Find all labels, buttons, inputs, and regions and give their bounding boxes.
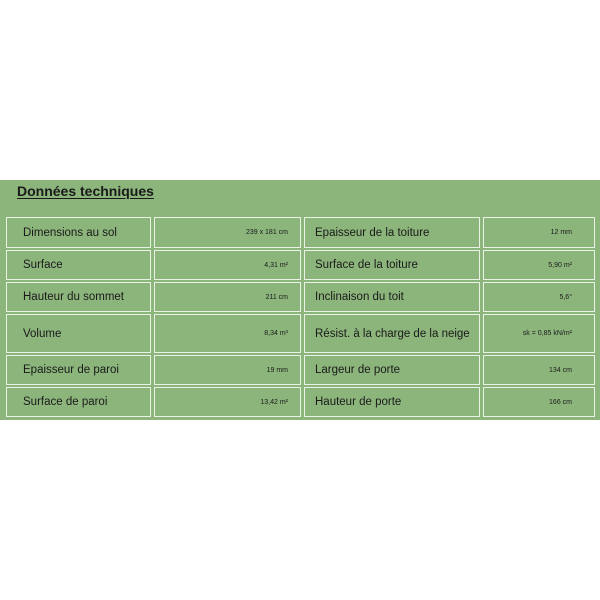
value-hauteur-porte: 166 cm [483, 387, 595, 417]
value-dimensions-au-sol: 239 x 181 cm [154, 217, 301, 248]
label-largeur-porte: Largeur de porte [304, 355, 480, 385]
value-resist-charge-neige: sk = 0,85 kN/m² [483, 314, 595, 353]
label-surface-paroi: Surface de paroi [6, 387, 151, 417]
value-largeur-porte: 134 cm [483, 355, 595, 385]
label-epaisseur-paroi: Epaisseur de paroi [6, 355, 151, 385]
value-volume: 8,34 m³ [154, 314, 301, 353]
label-dimensions-au-sol: Dimensions au sol [6, 217, 151, 248]
value-surface-paroi: 13,42 m² [154, 387, 301, 417]
value-epaisseur-toiture: 12 mm [483, 217, 595, 248]
label-surface-toiture: Surface de la toiture [304, 250, 480, 280]
section-title: Données techniques [17, 183, 154, 199]
label-inclinaison-toit: Inclinaison du toit [304, 282, 480, 312]
label-epaisseur-toiture: Epaisseur de la toiture [304, 217, 480, 248]
value-inclinaison-toit: 5,6° [483, 282, 595, 312]
label-hauteur-porte: Hauteur de porte [304, 387, 480, 417]
value-surface-toiture: 5,90 m² [483, 250, 595, 280]
label-surface: Surface [6, 250, 151, 280]
value-epaisseur-paroi: 19 mm [154, 355, 301, 385]
label-resist-charge-neige: Résist. à la charge de la neige [304, 314, 480, 353]
label-hauteur-sommet: Hauteur du sommet [6, 282, 151, 312]
label-volume: Volume [6, 314, 151, 353]
value-surface: 4,31 m² [154, 250, 301, 280]
technical-data-panel [0, 180, 600, 420]
technical-data-table [6, 217, 594, 417]
value-hauteur-sommet: 211 cm [154, 282, 301, 312]
